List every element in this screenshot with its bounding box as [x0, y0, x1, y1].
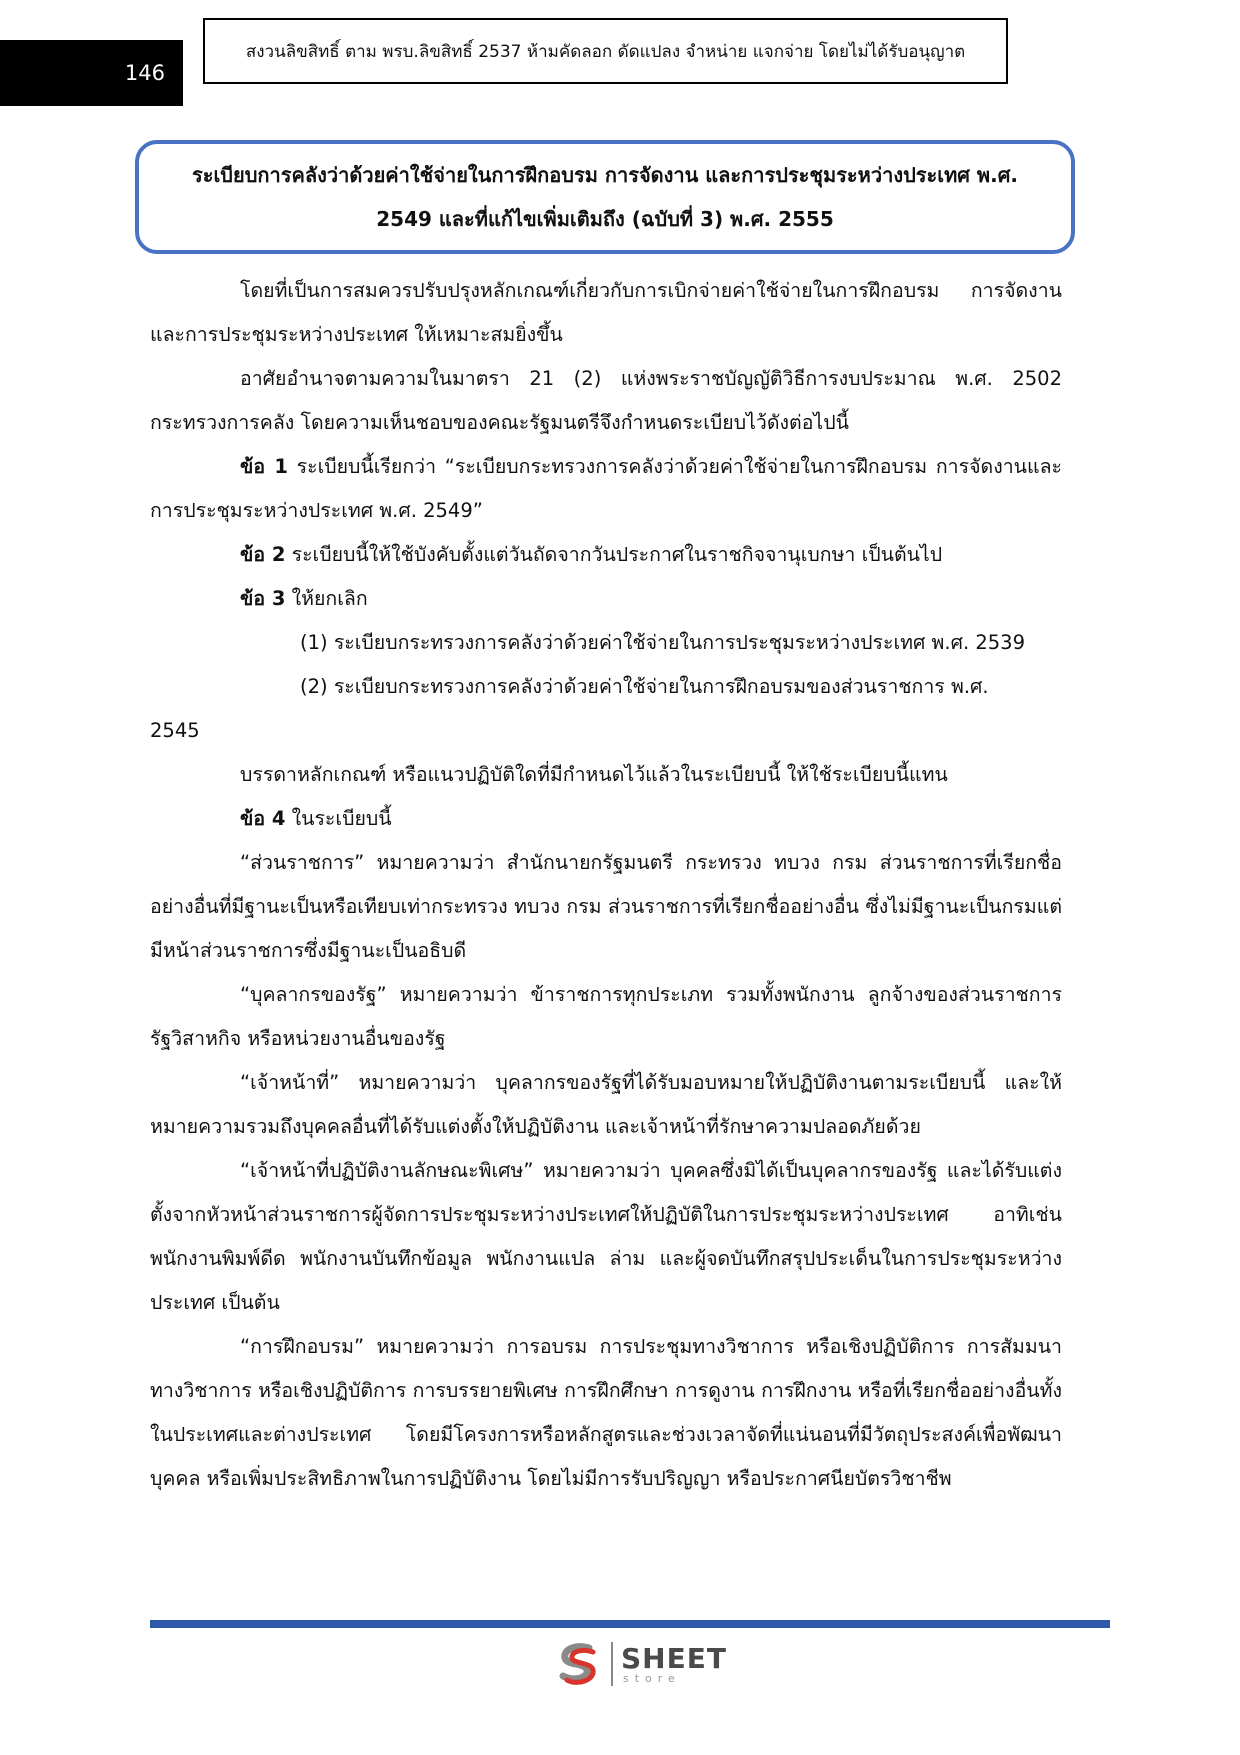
- sheet-store-logo-icon: [555, 1640, 603, 1688]
- clause-3: [150, 577, 1062, 621]
- definition-special-officer: “เจ้าหน้าที่ปฏิบัติงานลักษณะพิเศษ” หมายความว่า บุคคลซึ่งมิได้เป็นบุคลากรของรัฐ และได้รับแต่งตั้งจากหัวหน้าส่วนราชการผู้จัดการประชุมระหว่างประเทศให้ปฏิบัติในการประชุมระหว่างประเทศ อาทิเช่น พนักงานพิมพ์ดีด พนักงานบันทึกข้อมูล พนักงานแปล ล่าม และผู้จดบันทึกสรุปประเด็นในการประชุมระหว่างประเทศ เป็นต้น: [150, 1159, 1062, 1314]
- document-body: [150, 269, 1062, 1501]
- copyright-notice: สงวนลิขสิทธิ์ ตาม พรบ.ลิขสิทธิ์ 2537 ห้ามคัดลอก ดัดแปลง จำหน่าย แจกจ่าย โดยไม่ได้รับอนุญาต: [203, 18, 1008, 84]
- sheet-store-logo: [555, 1640, 727, 1688]
- clause-3-item-2-year: 2545: [150, 719, 200, 742]
- clause-3-item-1: (1) ระเบียบกระทรวงการคลังว่าด้วยค่าใช้จ่ายในการประชุมระหว่างประเทศ พ.ศ. 2539: [300, 631, 1025, 654]
- clause-3-label: ข้อ 3: [240, 587, 286, 610]
- page-number: 146: [0, 40, 183, 106]
- definition-officer: “เจ้าหน้าที่” หมายความว่า บุคลากรของรัฐที่ได้รับมอบหมายให้ปฏิบัติงานตามระเบียบนี้ และให้หมายความรวมถึงบุคคลอื่นที่ได้รับแต่งตั้งให้ปฏิบัติงาน และเจ้าหน้าที่รักษาความปลอดภัยด้วย: [150, 1071, 1062, 1138]
- clause-3-text: ให้ยกเลิก: [285, 587, 368, 610]
- clause-3-tail: บรรดาหลักเกณฑ์ หรือแนวปฏิบัติใดที่มีกำหนดไว้แล้วในระเบียบนี้ ให้ใช้ระเบียบนี้แทน: [240, 763, 948, 786]
- clause-4-label: ข้อ 4: [240, 807, 286, 830]
- authority-paragraph: อาศัยอำนาจตามความในมาตรา 21 (2) แห่งพระราชบัญญัติวิธีการงบประมาณ พ.ศ. 2502 กระทรวงการคลัง โดยความเห็นชอบของคณะรัฐมนตรีจึงกำหนดระเบียบไว้ดังต่อไปนี้: [150, 367, 1062, 434]
- preamble-paragraph: โดยที่เป็นการสมควรปรับปรุงหลักเกณฑ์เกี่ยวกับการเบิกจ่ายค่าใช้จ่ายในการฝึกอบรม การจัดงานและการประชุมระหว่างประเทศ ให้เหมาะสมยิ่งขึ้น: [150, 279, 1062, 346]
- logo-divider: [611, 1642, 613, 1686]
- definition-state-personnel: “บุคลากรของรัฐ” หมายความว่า ข้าราชการทุกประเภท รวมทั้งพนักงาน ลูกจ้างของส่วนราชการ รัฐวิสาหกิจ หรือหน่วยงานอื่นของรัฐ: [150, 983, 1062, 1050]
- clause-2-text: ระเบียบนี้ให้ใช้บังคับตั้งแต่วันถัดจากวันประกาศในราชกิจจานุเบกษา เป็นต้นไป: [285, 543, 943, 566]
- logo-main-text: SHEET: [621, 1641, 727, 1675]
- definition-government-agency: “ส่วนราชการ” หมายความว่า สำนักนายกรัฐมนตรี กระทรวง ทบวง กรม ส่วนราชการที่เรียกชื่ออย่างอื่นที่มีฐานะเป็นหรือเทียบเท่ากระทรวง ทบวง กรม ส่วนราชการที่เรียกชื่ออย่างอื่น ซึ่งไม่มีฐานะเป็นกรมแต่มีหน้าส่วนราชการซึ่งมีฐานะเป็นอธิบดี: [150, 851, 1062, 962]
- clause-4-text: ในระเบียบนี้: [285, 807, 392, 830]
- clause-2-label: ข้อ 2: [240, 543, 286, 566]
- clause-1-label: ข้อ 1: [240, 455, 288, 478]
- clause-4: [150, 797, 1062, 841]
- definition-training: “การฝึกอบรม” หมายความว่า การอบรม การประชุมทางวิชาการ หรือเชิงปฏิบัติการ การสัมมนาทางวิชาการ หรือเชิงปฏิบัติการ การบรรยายพิเศษ การฝึกศึกษา การดูงาน การฝึกงาน หรือที่เรียกชื่ออย่างอื่นทั้งในประเทศและต่างประเทศ โดยมีโครงการหรือหลักสูตรและช่วงเวลาจัดที่แน่นอนที่มีวัตถุประสงค์เพื่อพัฒนาบุคคล หรือเพิ่มประสิทธิภาพในการปฏิบัติงาน โดยไม่มีการรับปริญญา หรือประกาศนียบัตรวิชาชีพ: [150, 1335, 1062, 1490]
- logo-sub-text: store: [623, 1671, 681, 1685]
- title-line-2: 2549 และที่แก้ไขเพิ่มเติมถึง (ฉบับที่ 3) พ.ศ. 2555: [376, 207, 834, 231]
- document-title: [135, 140, 1075, 254]
- logo-text: [621, 1641, 727, 1685]
- clause-2: [150, 533, 1062, 577]
- footer-rule: [150, 1620, 1110, 1628]
- title-line-1: ระเบียบการคลังว่าด้วยค่าใช้จ่ายในการฝึกอบรม การจัดงาน และการประชุมระหว่างประเทศ พ.ศ.: [191, 163, 1019, 187]
- clause-1-text: ระเบียบนี้เรียกว่า “ระเบียบกระทรวงการคลังว่าด้วยค่าใช้จ่ายในการฝึกอบรม การจัดงานและการประชุมระหว่างประเทศ พ.ศ. 2549”: [150, 455, 1062, 522]
- clause-3-item-2: (2) ระเบียบกระทรวงการคลังว่าด้วยค่าใช้จ่ายในการฝึกอบรมของส่วนราชการ พ.ศ.: [300, 675, 989, 698]
- clause-1: [150, 445, 1062, 533]
